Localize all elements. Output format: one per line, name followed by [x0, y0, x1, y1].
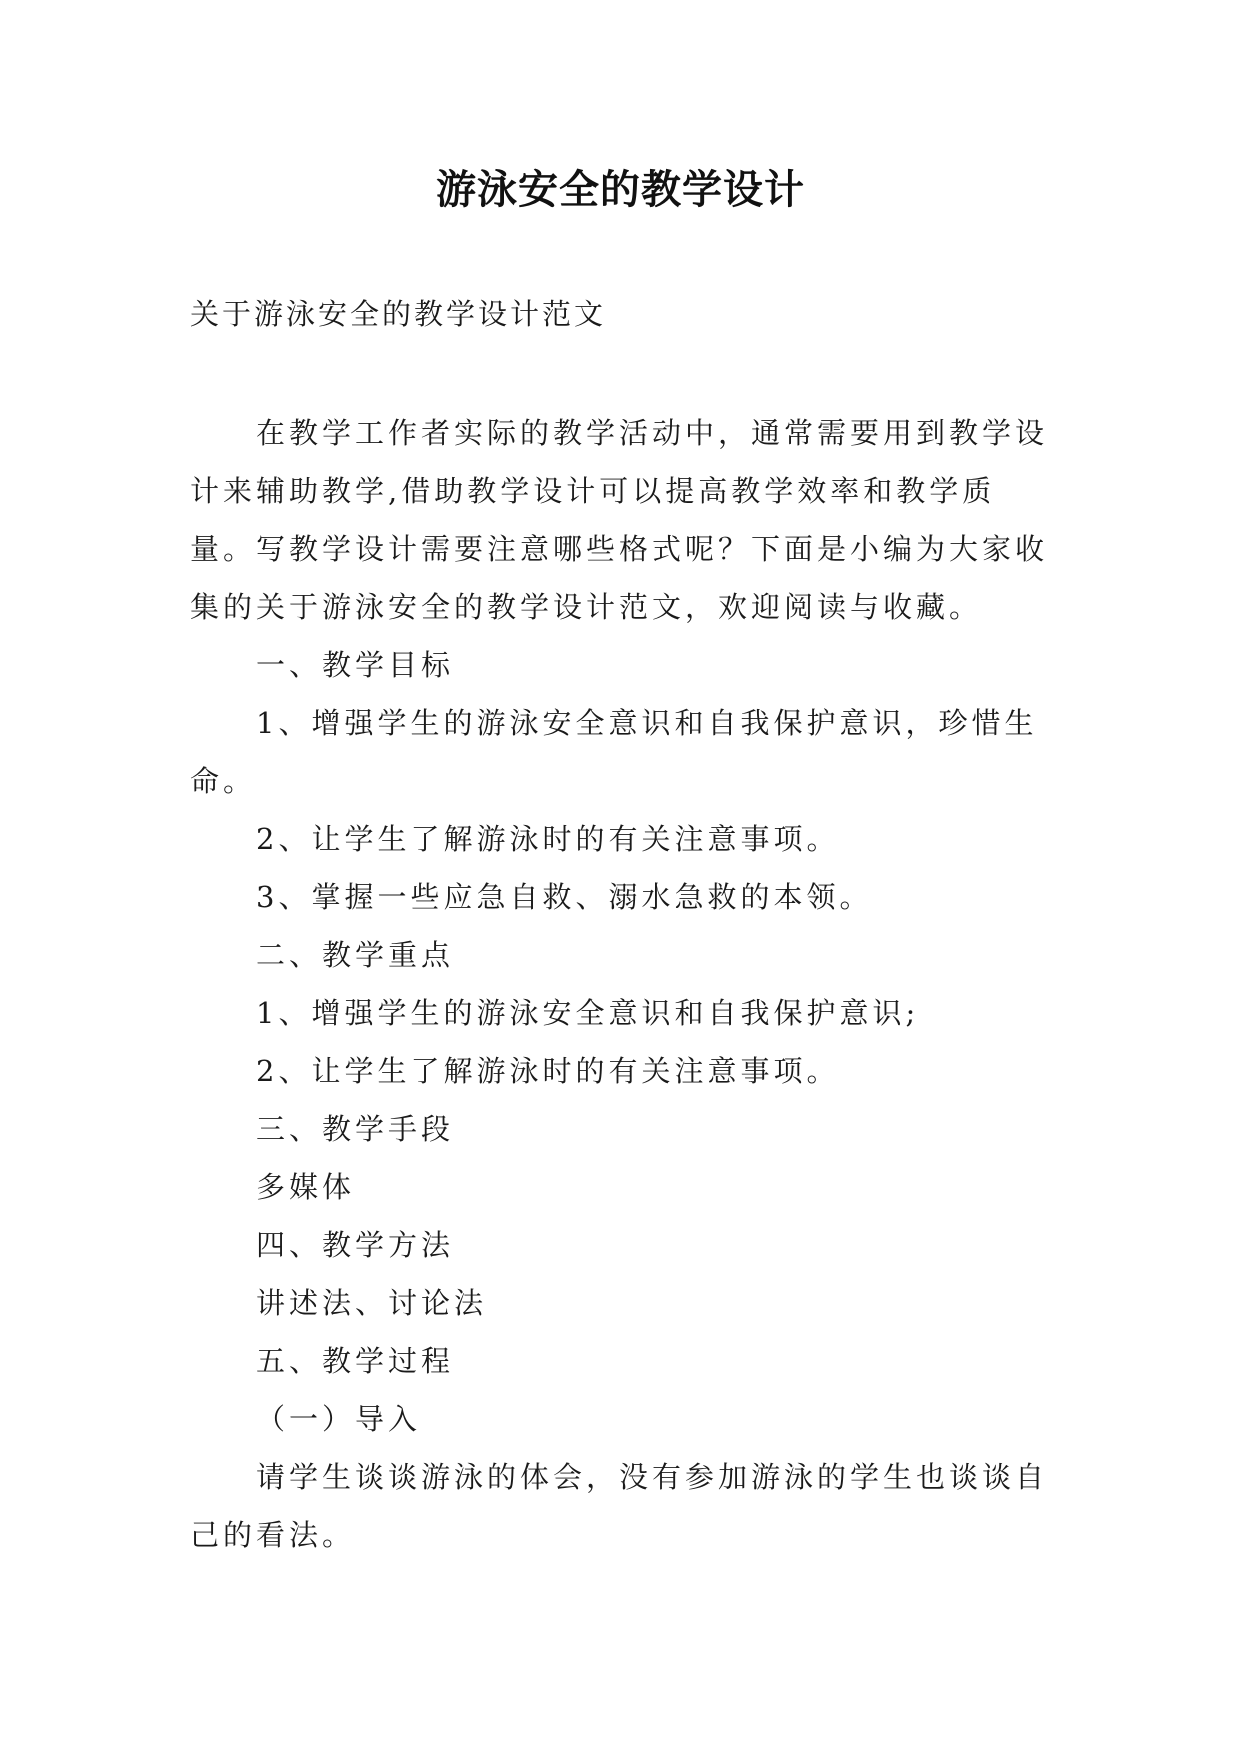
methods-text: 讲述法、讨论法 [256, 1286, 488, 1320]
section-heading-means: 三、教学手段 [256, 1112, 455, 1146]
section-heading-key-points: 二、教学重点 [256, 938, 455, 972]
document-body [190, 404, 1052, 1564]
objective-item-3: 3、掌握一些应急自救、溺水急救的本领。 [256, 880, 873, 914]
key-point-item-2: 2、让学生了解游泳时的有关注意事项。 [256, 1054, 840, 1088]
document-title: 游泳安全的教学设计 [436, 166, 805, 213]
objective-item-1: 1、增强学生的游泳安全意识和自我保护意识，珍惜生命。 [190, 706, 1038, 798]
subsection-heading-intro: （一）导入 [256, 1402, 422, 1436]
process-paragraph: 请学生谈谈游泳的体会，没有参加游泳的学生也谈谈自己的看法。 [190, 1460, 1049, 1552]
objective-item-2: 2、让学生了解游泳时的有关注意事项。 [256, 822, 840, 856]
means-text: 多媒体 [256, 1170, 356, 1204]
document-subtitle: 关于游泳安全的教学设计范文 [190, 297, 607, 331]
intro-paragraph: 在教学工作者实际的教学活动中，通常需要用到教学设计来辅助教学,借助教学设计可以提高教学效率和教学质量。写教学设计需要注意哪些格式呢？下面是小编为大家收集的关于游泳安全的教学设计范文，欢迎阅读与收藏。 [190, 416, 1049, 624]
section-heading-process: 五、教学过程 [256, 1344, 455, 1378]
section-heading-methods: 四、教学方法 [256, 1228, 455, 1262]
section-heading-objectives: 一、教学目标 [256, 648, 455, 682]
key-point-item-1: 1、增强学生的游泳安全意识和自我保护意识; [256, 996, 920, 1030]
